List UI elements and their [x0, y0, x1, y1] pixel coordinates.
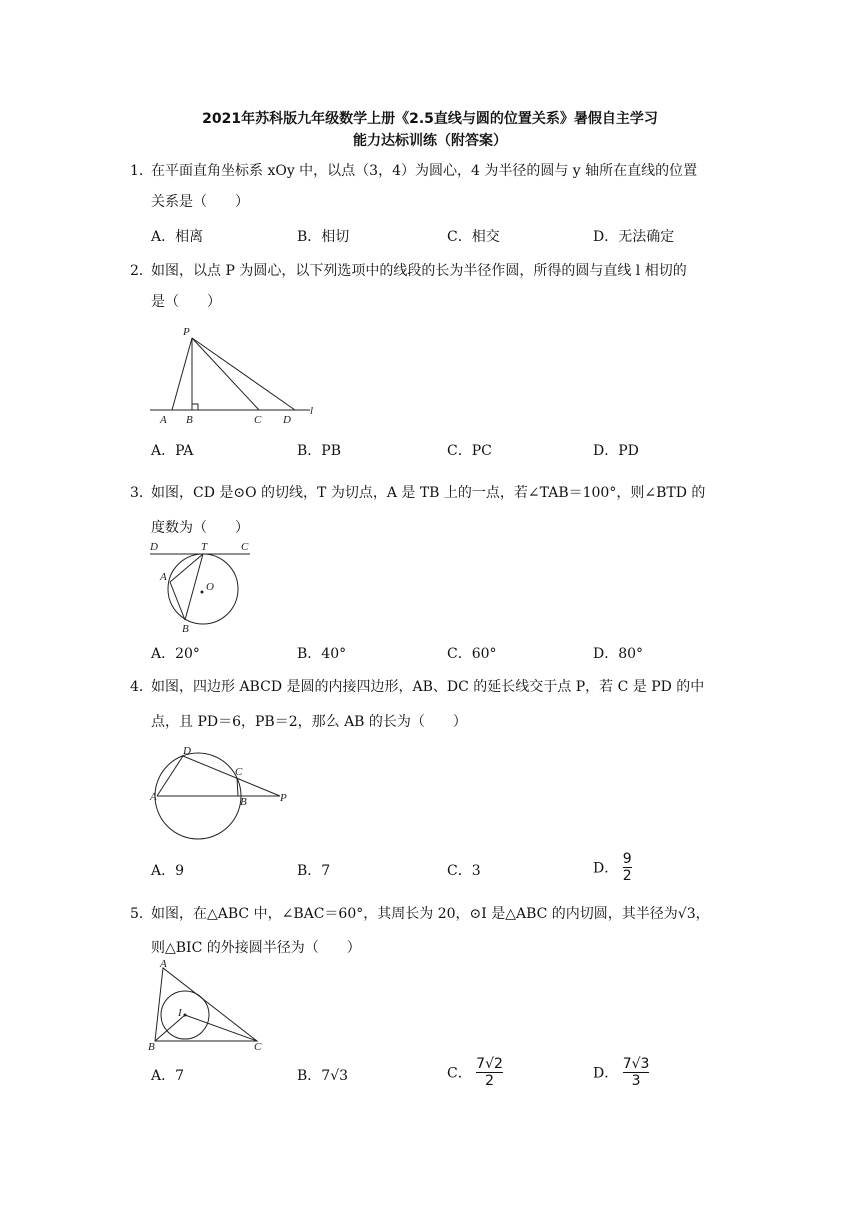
segment-tb	[185, 554, 203, 620]
q5-figure	[145, 958, 270, 1053]
q3-figure	[145, 540, 265, 640]
q3-option-d[interactable]: D．80°	[593, 646, 644, 662]
fraction-numerator: 7√2	[476, 1056, 503, 1072]
q4-line1: 如图，四边形 ABCD 是圆的内接四边形，AB、DC 的延长线交于点 P，若 C 是 PD 的中	[151, 679, 705, 695]
label-b: B	[148, 1041, 155, 1053]
label-a: A	[160, 958, 167, 970]
triangle-abc	[155, 968, 257, 1041]
q3-option-a[interactable]: A．20°	[151, 646, 200, 662]
q4-option-c[interactable]: C．3	[447, 863, 481, 879]
segment-pa	[172, 338, 192, 410]
label-c: C	[241, 541, 249, 553]
segment-pd	[192, 338, 295, 410]
q4-line2: 点，且 PD＝6，PB＝2，那么 AB 的长为（ ）	[151, 714, 467, 730]
circle-o	[168, 554, 238, 624]
label-o: O	[206, 581, 214, 593]
q5-line1: 如图，在△ABC 中，∠BAC＝60°，其周长为 20，⊙I 是△ABC 的内切圆，其半径为√3，	[151, 906, 710, 922]
label-b: B	[240, 796, 247, 808]
q3-line2: 度数为（ ）	[151, 520, 249, 536]
label-p: P	[183, 326, 190, 338]
q4-option-b[interactable]: B．7	[297, 863, 331, 879]
label-a: A	[160, 571, 167, 583]
label-c: C	[254, 1041, 262, 1053]
center-i-dot	[184, 1014, 187, 1017]
right-angle-mark	[192, 404, 198, 410]
label-c: C	[235, 766, 243, 778]
q5-option-c-label: C．	[447, 1065, 472, 1082]
q4-option-a[interactable]: A．9	[151, 863, 185, 879]
q2-option-d[interactable]: D．PD	[593, 443, 639, 459]
segment-dp	[183, 756, 280, 796]
q5-option-d-label: D．	[593, 1065, 619, 1082]
label-d: D	[183, 745, 191, 757]
q5-option-c[interactable]	[447, 1056, 503, 1089]
q3-line1: 如图，CD 是⊙O 的切线，T 为切点，A 是 TB 上的一点，若∠TAB＝100°，则∠BTD 的	[151, 485, 706, 501]
segment-ad	[157, 756, 183, 796]
label-c: C	[254, 414, 262, 426]
fraction-denominator: 2	[622, 868, 632, 884]
doc-title-line2: 能力达标训练（附答案）	[353, 133, 507, 149]
fraction-denominator: 3	[631, 1073, 641, 1089]
label-i: I	[178, 1007, 182, 1019]
label-l: l	[310, 405, 314, 417]
label-t: T	[201, 541, 208, 553]
q5-option-c-fraction	[476, 1056, 503, 1089]
q1-option-d[interactable]: D．无法确定	[593, 229, 675, 245]
q2-number: 2．	[130, 263, 153, 279]
label-d: D	[283, 414, 291, 426]
q5-option-d-fraction	[623, 1056, 650, 1089]
q4-number: 4．	[130, 679, 153, 695]
q1-line2: 关系是（ ）	[151, 194, 249, 210]
q5-line2: 则△BIC 的外接圆半径为（ ）	[151, 940, 361, 956]
label-a: A	[150, 791, 157, 803]
segment-pc	[192, 338, 259, 410]
q4-option-d[interactable]	[593, 851, 632, 884]
segment-ic	[185, 1015, 257, 1041]
q2-line1: 如图，以点 P 为圆心，以下列选项中的线段的长为半径作圆，所得的圆与直线 l 相切的	[151, 263, 687, 279]
q4-figure	[145, 740, 295, 840]
q2-option-b[interactable]: B．PB	[297, 443, 341, 459]
q2-option-a[interactable]: A．PA	[151, 443, 194, 459]
q1-option-c[interactable]: C．相交	[447, 229, 500, 245]
q2-figure	[145, 320, 335, 430]
fraction-denominator: 2	[485, 1073, 494, 1089]
q5-number: 5．	[130, 906, 153, 922]
fraction-numerator: 9	[622, 851, 632, 867]
label-d: D	[150, 541, 158, 553]
label-b: B	[182, 623, 189, 635]
q5-option-a[interactable]: A．7	[151, 1068, 185, 1084]
q4-option-d-fraction	[623, 851, 632, 884]
label-b: B	[186, 414, 193, 426]
label-p: P	[280, 792, 287, 804]
q1-line1: 在平面直角坐标系 xOy 中，以点（3，4）为圆心，4 为半径的圆与 y 轴所在直线的位置	[151, 163, 698, 179]
fraction-numerator: 7√3	[622, 1056, 650, 1072]
q5-option-d[interactable]	[593, 1056, 649, 1089]
center-dot	[201, 591, 204, 594]
q5-option-b[interactable]: B．7√3	[297, 1068, 349, 1084]
q3-number: 3．	[130, 485, 153, 501]
q4-option-d-label: D．	[593, 860, 619, 877]
q3-option-c[interactable]: C．60°	[447, 646, 497, 662]
segment-ab	[170, 582, 185, 620]
q2-line2: 是（ ）	[151, 294, 221, 310]
label-a: A	[160, 414, 167, 426]
doc-title-line1: 2021年苏科版九年级数学上册《2.5直线与圆的位置关系》暑假自主学习	[202, 111, 658, 127]
q1-option-a[interactable]: A．相离	[151, 229, 204, 245]
q1-option-b[interactable]: B．相切	[297, 229, 350, 245]
q3-option-b[interactable]: B．40°	[297, 646, 347, 662]
q1-number: 1．	[130, 163, 153, 179]
q2-option-c[interactable]: C．PC	[447, 443, 492, 459]
